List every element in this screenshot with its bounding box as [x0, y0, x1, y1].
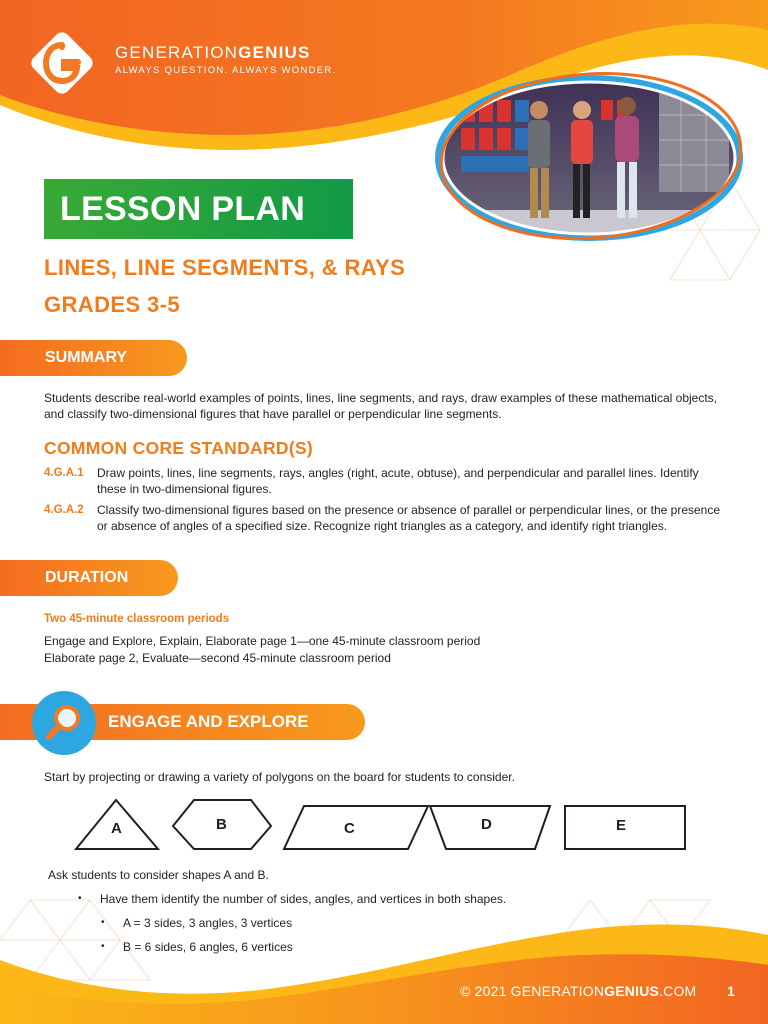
- bullet-dot: •: [101, 917, 105, 928]
- ask-text: Ask students to consider shapes A and B.: [48, 868, 269, 882]
- list-item: [101, 915, 292, 931]
- standard-item: [44, 465, 724, 497]
- list-item: [78, 891, 506, 907]
- brand-block: [115, 44, 337, 76]
- polygon-shapes: [70, 796, 690, 856]
- summary-heading: SUMMARY: [0, 340, 187, 376]
- duration-line-1: Engage and Explore, Explain, Elaborate page 1—one 45-minute classroom period: [44, 634, 481, 648]
- standard-text: Draw points, lines, line segments, rays, angles (right, acute, obtuse), and perpendicular and parallel lines. Identify these in two-dimensional figures.: [97, 466, 699, 496]
- magnifying-glass-icon: [31, 690, 97, 756]
- shape-label-d: D: [481, 816, 492, 833]
- duration-subheading: Two 45-minute classroom periods: [44, 613, 230, 625]
- page-number: 1: [727, 983, 735, 999]
- hero-photo: [431, 70, 743, 242]
- shape-c: [284, 806, 428, 849]
- list-item: [101, 939, 293, 955]
- list-item-text: Have them identify the number of sides, angles, and vertices in both shapes.: [100, 892, 507, 906]
- engage-explore-heading: ENGAGE AND EXPLORE: [0, 704, 365, 740]
- shape-label-a: A: [111, 820, 122, 837]
- generation-genius-logo: [24, 25, 100, 101]
- shape-label-e: E: [616, 817, 627, 834]
- shape-label-c: C: [344, 820, 355, 837]
- engage-intro-text: Start by projecting or drawing a variety of polygons on the board for students to consider.: [44, 770, 515, 784]
- grade-level: GRADES 3-5: [44, 292, 181, 317]
- standard-item: [44, 502, 724, 534]
- list-item-text: A = 3 sides, 3 angles, 3 vertices: [123, 916, 293, 930]
- duration-line-2: Elaborate page 2, Evaluate—second 45-minute classroom period: [44, 651, 391, 665]
- footer-copyright: © 2021 GENERATIONGENIUS.COM: [460, 983, 697, 999]
- standards-heading: COMMON CORE STANDARD(S): [44, 438, 314, 458]
- list-item-text: B = 6 sides, 6 angles, 6 vertices: [123, 940, 293, 954]
- standard-text: Classify two-dimensional figures based on the presence or absence of parallel or perpendicular lines, or the presence or absence of angles of a specified size. Recognize right triangles as a category, and identify right triangles.: [97, 503, 721, 533]
- shape-label-b: B: [216, 816, 227, 833]
- standard-code: 4.G.A.2: [44, 504, 84, 516]
- topic-title: LINES, LINE SEGMENTS, & RAYS: [44, 255, 406, 280]
- summary-text: Students describe real-world examples of points, lines, line segments, and rays, draw examples of these mathematical objects, and classify two-dimensional figures that have parallel or perpendicular line segments.: [44, 391, 717, 421]
- brand-tagline: ALWAYS QUESTION. ALWAYS WONDER.: [115, 65, 337, 76]
- bullet-dot: •: [78, 893, 82, 904]
- standard-code: 4.G.A.1: [44, 467, 84, 479]
- lesson-plan-banner: LESSON PLAN: [44, 179, 353, 239]
- duration-heading: DURATION: [0, 560, 178, 596]
- brand-name: GENERATIONGENIUS: [115, 43, 311, 62]
- bullet-dot: •: [101, 941, 105, 952]
